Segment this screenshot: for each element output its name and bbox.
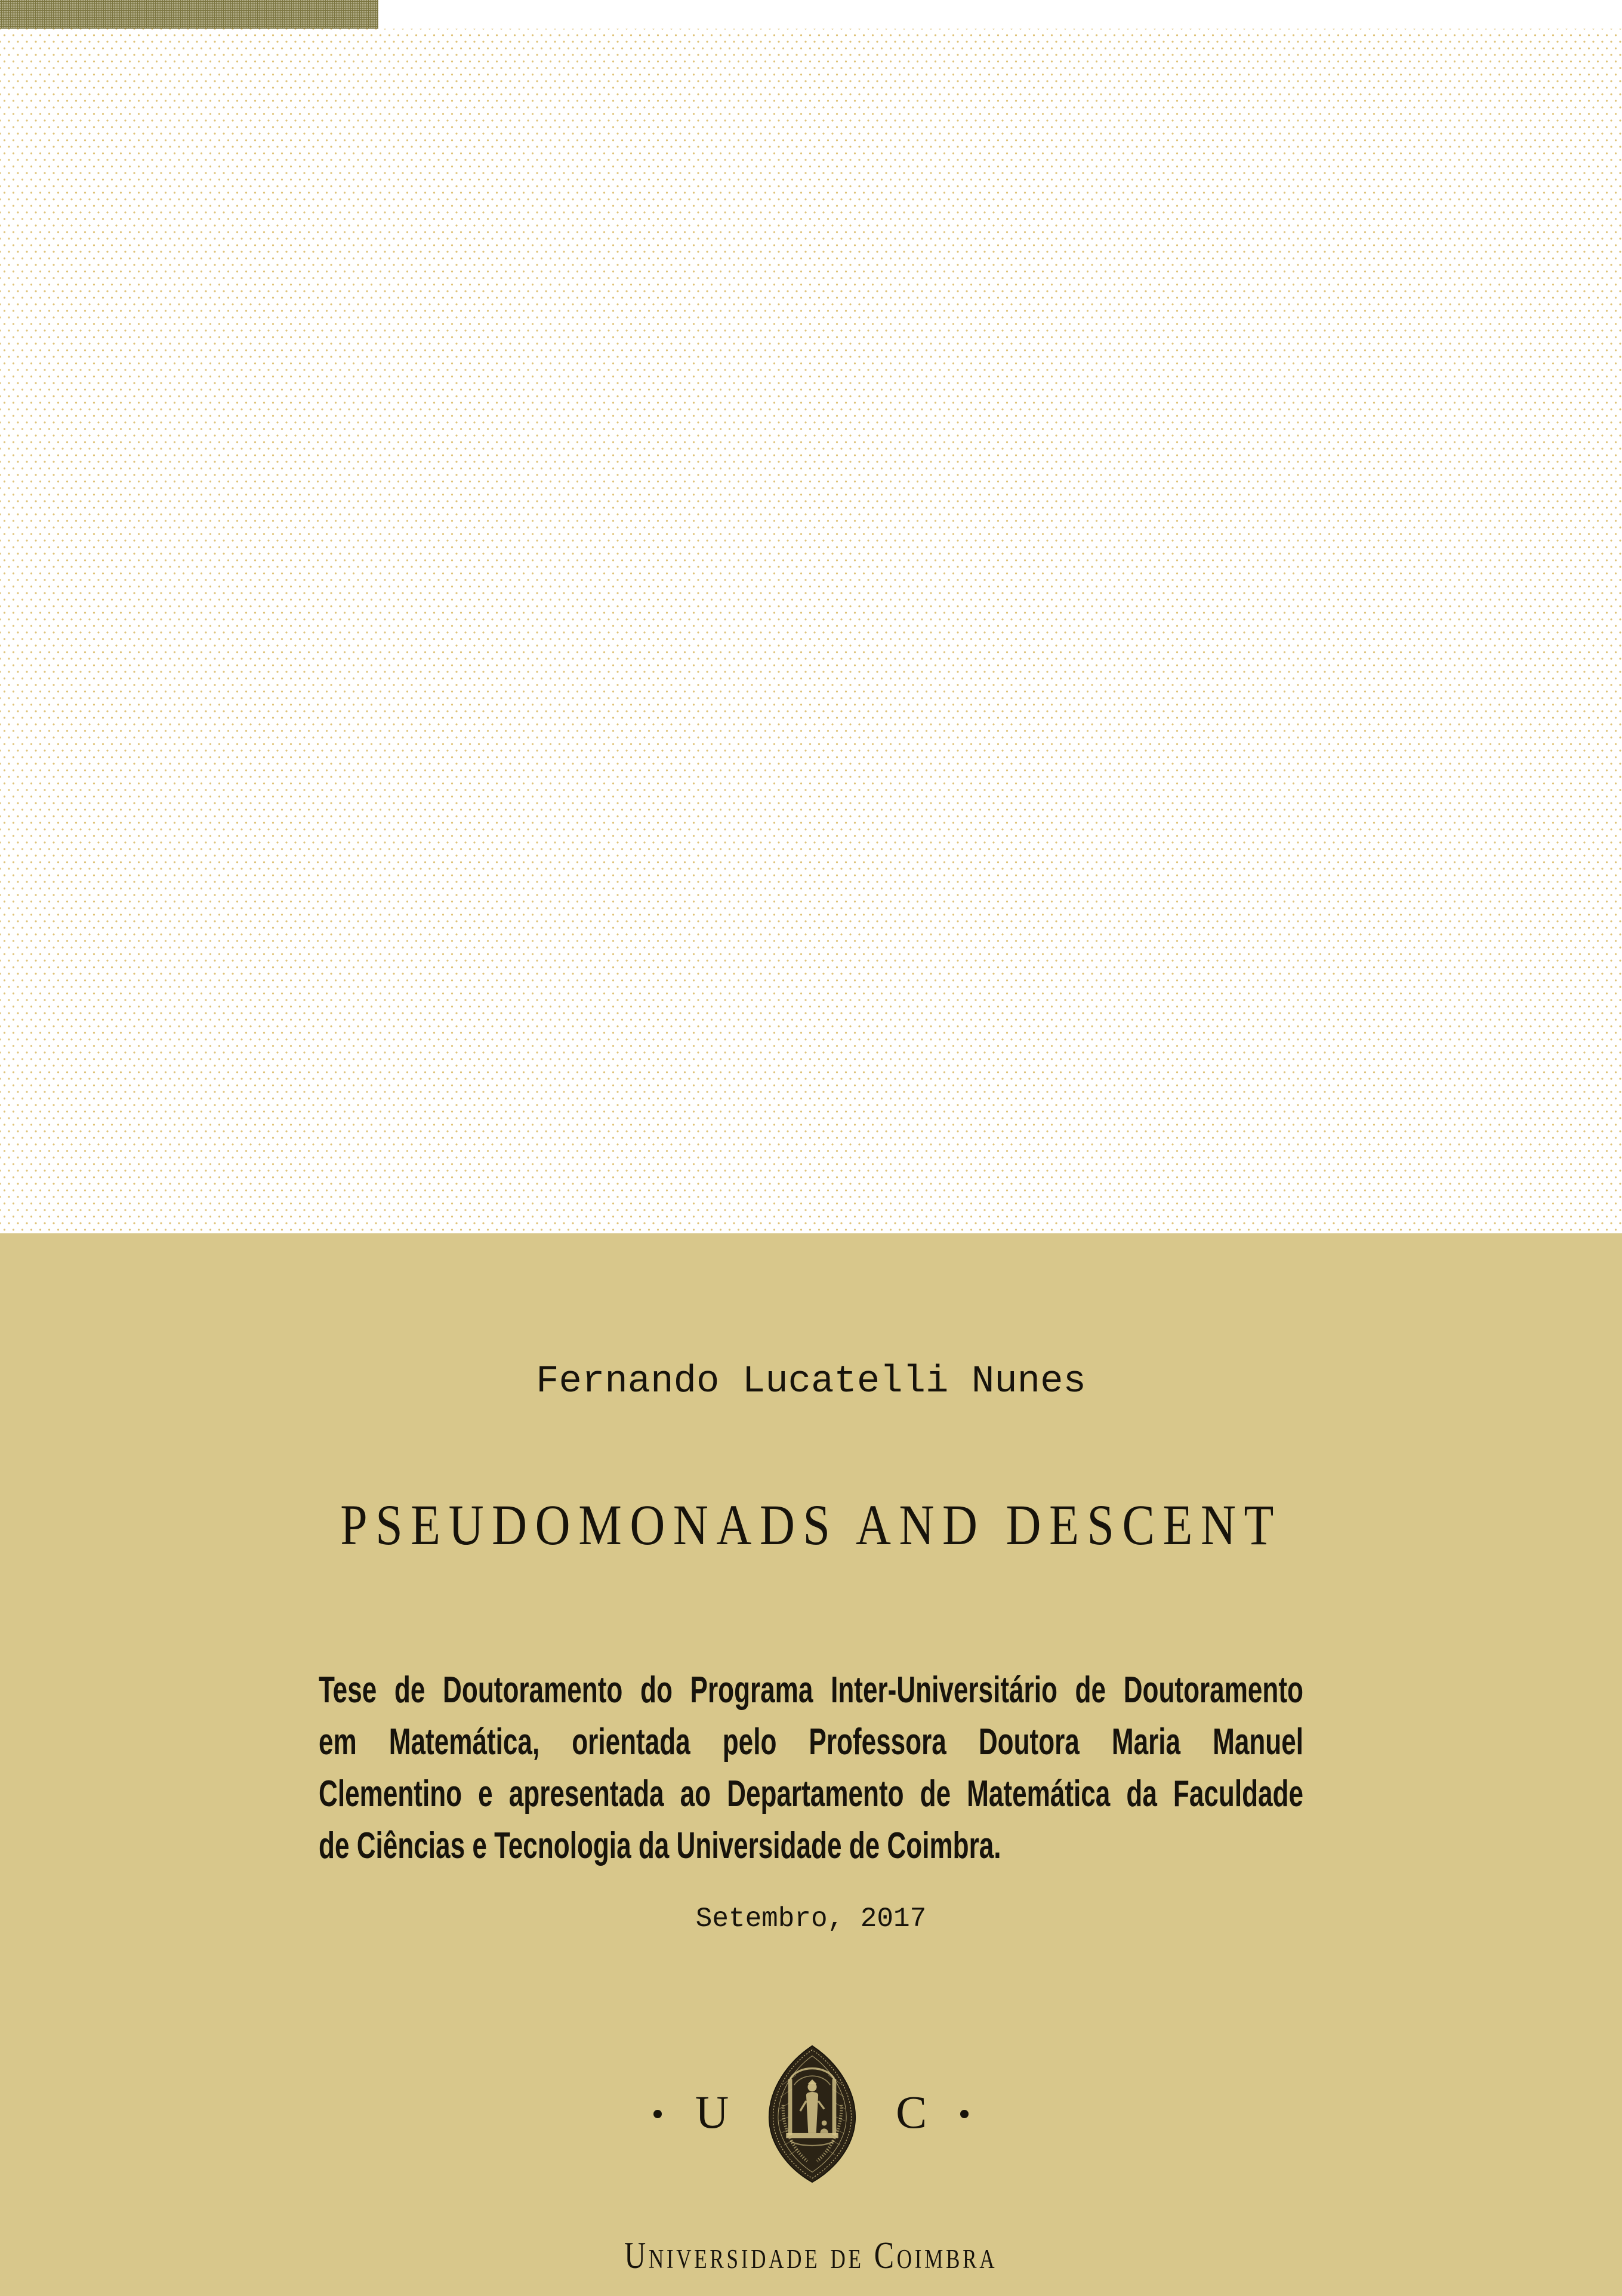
institution-name: Universidade de Coimbra <box>624 2234 998 2276</box>
thesis-description <box>319 1664 1303 1872</box>
thesis-description-line: em Matemática, orientada pelo Professora Doutora Maria Manuel <box>319 1721 1303 1763</box>
separator-dot-icon <box>653 2110 662 2118</box>
institution-row <box>0 2233 1622 2278</box>
separator-dot-icon <box>960 2110 969 2118</box>
author-name: Fernando Lucatelli Nunes <box>536 1360 1086 1403</box>
university-of-coimbra-seal-icon <box>762 2045 862 2183</box>
thesis-description-line: Tese de Doutoramento do Programa Inter-Universitário de Doutoramento <box>319 1669 1303 1711</box>
corner-halftone-band <box>0 0 378 29</box>
thesis-title: PSEUDOMONADS AND DESCENT <box>340 1493 1282 1557</box>
thesis-description-line: de Ciências e Tecnologia da Universidade de Coimbra. <box>319 1825 1001 1866</box>
thesis-description-line: Clementino e apresentada ao Departamento de Matemática da Faculdade <box>319 1773 1303 1814</box>
khaki-cover-panel <box>0 1233 1622 2296</box>
seal-row <box>0 2044 1622 2184</box>
publication-date: Setembro, 2017 <box>695 1903 927 1934</box>
seal-letter-u: U <box>695 2086 729 2138</box>
title-row <box>0 1493 1622 1557</box>
seal-letter-c: C <box>896 2086 927 2138</box>
gold-dot-pattern-area <box>0 29 1622 1233</box>
